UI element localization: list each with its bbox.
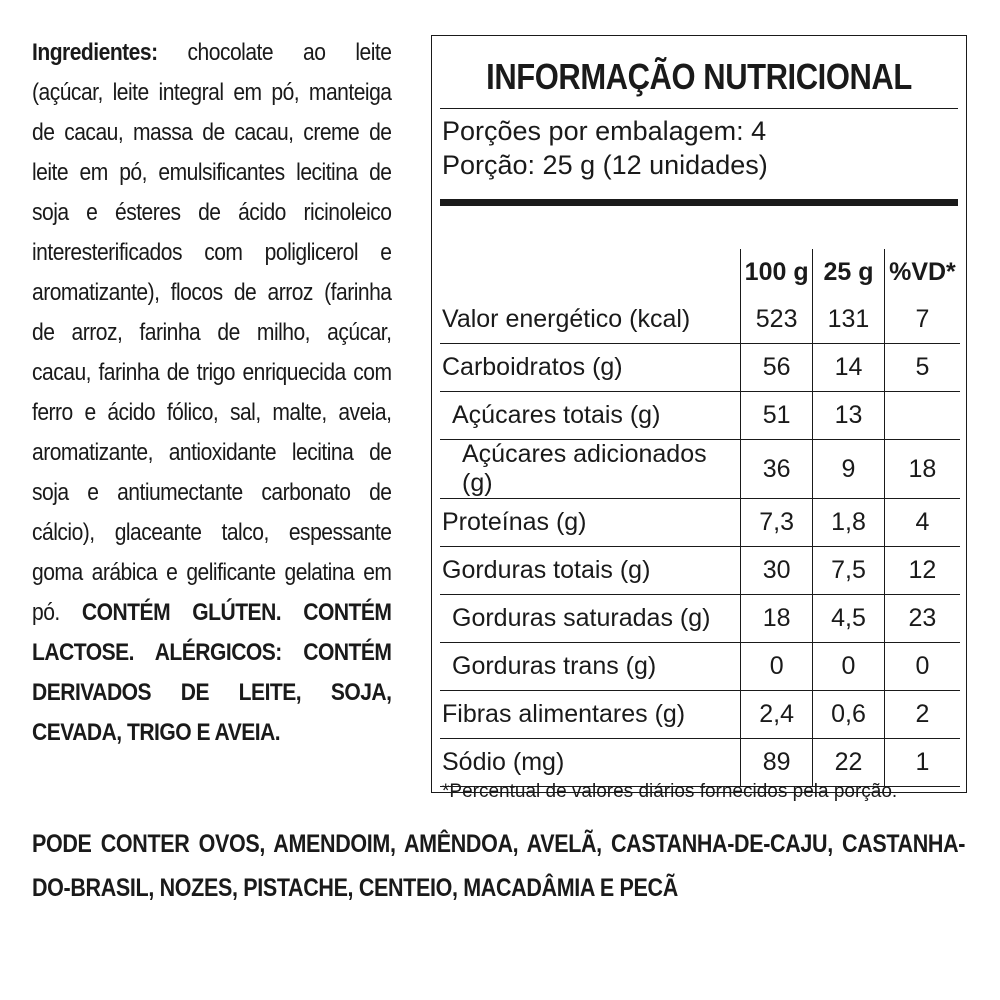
- header-25g: 25 g: [813, 249, 885, 296]
- ingredients-label: Ingredientes:: [32, 39, 158, 66]
- table-row: [440, 344, 960, 392]
- value-vd: 5: [884, 344, 960, 392]
- value-25g: 0: [813, 643, 885, 691]
- value-vd: [884, 392, 960, 440]
- ingredients-text: [32, 33, 391, 753]
- nutrition-facts-panel: [431, 35, 967, 802]
- value-vd: 4: [884, 499, 960, 547]
- value-100g: 18: [741, 595, 813, 643]
- value-25g: 0,6: [813, 691, 885, 739]
- nutrition-title: INFORMAÇÃO NUTRICIONAL: [486, 56, 912, 97]
- table-row: [440, 499, 960, 547]
- value-25g: 4,5: [813, 595, 885, 643]
- may-contain-warning: PODE CONTER OVOS, AMENDOIM, AMÊNDOA, AVELÃ, CASTANHA-DE-CAJU, CASTANHA-DO-BRASIL, NOZES, PISTACHE, CENTEIO, MACADÂMIA E PECÃ: [32, 830, 966, 902]
- value-25g: 7,5: [813, 547, 885, 595]
- table-row: [440, 691, 960, 739]
- value-25g: 13: [813, 392, 885, 440]
- ingredients-list: chocolate ao leite (açúcar, leite integral em pó, manteiga de cacau, massa de cacau, creme de leite em pó, emulsificantes lecitina de soja e ésteres de ácido ricinoleico interesterificados com poliglicerol e aromatizante), flocos de arroz (farinha de arroz, farinha de milho, açúcar, cacau, farinha de trigo enriquecida com ferro e ácido fólico, sal, malte, aveia, aromatizante, antioxidante lecitina de soja e antiumectante carbonato de cálcio), glaceante talco, espessante goma arábica e gelificante gelatina em pó.: [32, 39, 392, 626]
- nutrition-table: [440, 249, 960, 787]
- nutrient-name: Sódio (mg): [440, 739, 741, 787]
- value-25g: 14: [813, 344, 885, 392]
- serving-size: Porção: 25 g (12 unidades): [442, 150, 768, 180]
- nutrient-name: Açúcares totais (g): [440, 392, 741, 440]
- value-100g: 51: [741, 392, 813, 440]
- value-100g: 56: [741, 344, 813, 392]
- servings-per-package: Porções por embalagem: 4: [442, 116, 767, 146]
- nutrient-name: Açúcares adicionados (g): [440, 440, 741, 499]
- value-100g: 2,4: [741, 691, 813, 739]
- value-25g: 9: [813, 440, 885, 499]
- value-vd: 23: [884, 595, 960, 643]
- nutrient-name: Gorduras trans (g): [440, 643, 741, 691]
- nutrient-name: Proteínas (g): [440, 499, 741, 547]
- value-vd: 0: [884, 643, 960, 691]
- value-100g: 523: [741, 296, 813, 344]
- value-100g: 36: [741, 440, 813, 499]
- nutrient-name: Gorduras totais (g): [440, 547, 741, 595]
- value-100g: 30: [741, 547, 813, 595]
- value-100g: 7,3: [741, 499, 813, 547]
- value-vd: 12: [884, 547, 960, 595]
- table-row: [440, 296, 960, 344]
- value-vd: 2: [884, 691, 960, 739]
- footnote: *Percentual de valores diários fornecidos pela porção.: [442, 781, 898, 802]
- table-header-row: [440, 249, 960, 296]
- nutrient-name: Carboidratos (g): [440, 344, 741, 392]
- value-25g: 22: [813, 739, 885, 787]
- nutrient-name: Valor energético (kcal): [442, 305, 691, 333]
- table-row: [440, 392, 960, 440]
- table-row: [440, 547, 960, 595]
- table-row: [440, 643, 960, 691]
- thick-divider: [440, 199, 958, 206]
- value-25g: 131: [813, 296, 885, 344]
- value-25g: 1,8: [813, 499, 885, 547]
- value-vd: 18: [884, 440, 960, 499]
- nutrient-name: Gorduras saturadas (g): [440, 595, 741, 643]
- value-100g: 0: [741, 643, 813, 691]
- header-100g: 100 g: [741, 249, 813, 296]
- header-vd: %VD*: [884, 249, 960, 296]
- allergen-warning: CONTÉM GLÚTEN. CONTÉM LACTOSE. ALÉRGICOS: CONTÉM DERIVADOS DE LEITE, SOJA, CEVADA, TRIGO E AVEIA.: [32, 599, 392, 746]
- title-divider: [440, 108, 958, 109]
- header-blank: [440, 249, 741, 296]
- table-row: [440, 595, 960, 643]
- table-row: [440, 739, 960, 787]
- value-vd: 7: [884, 296, 960, 344]
- table-row: [440, 440, 960, 499]
- nutrient-name: Fibras alimentares (g): [440, 691, 741, 739]
- value-vd: 1: [884, 739, 960, 787]
- value-100g: 89: [741, 739, 813, 787]
